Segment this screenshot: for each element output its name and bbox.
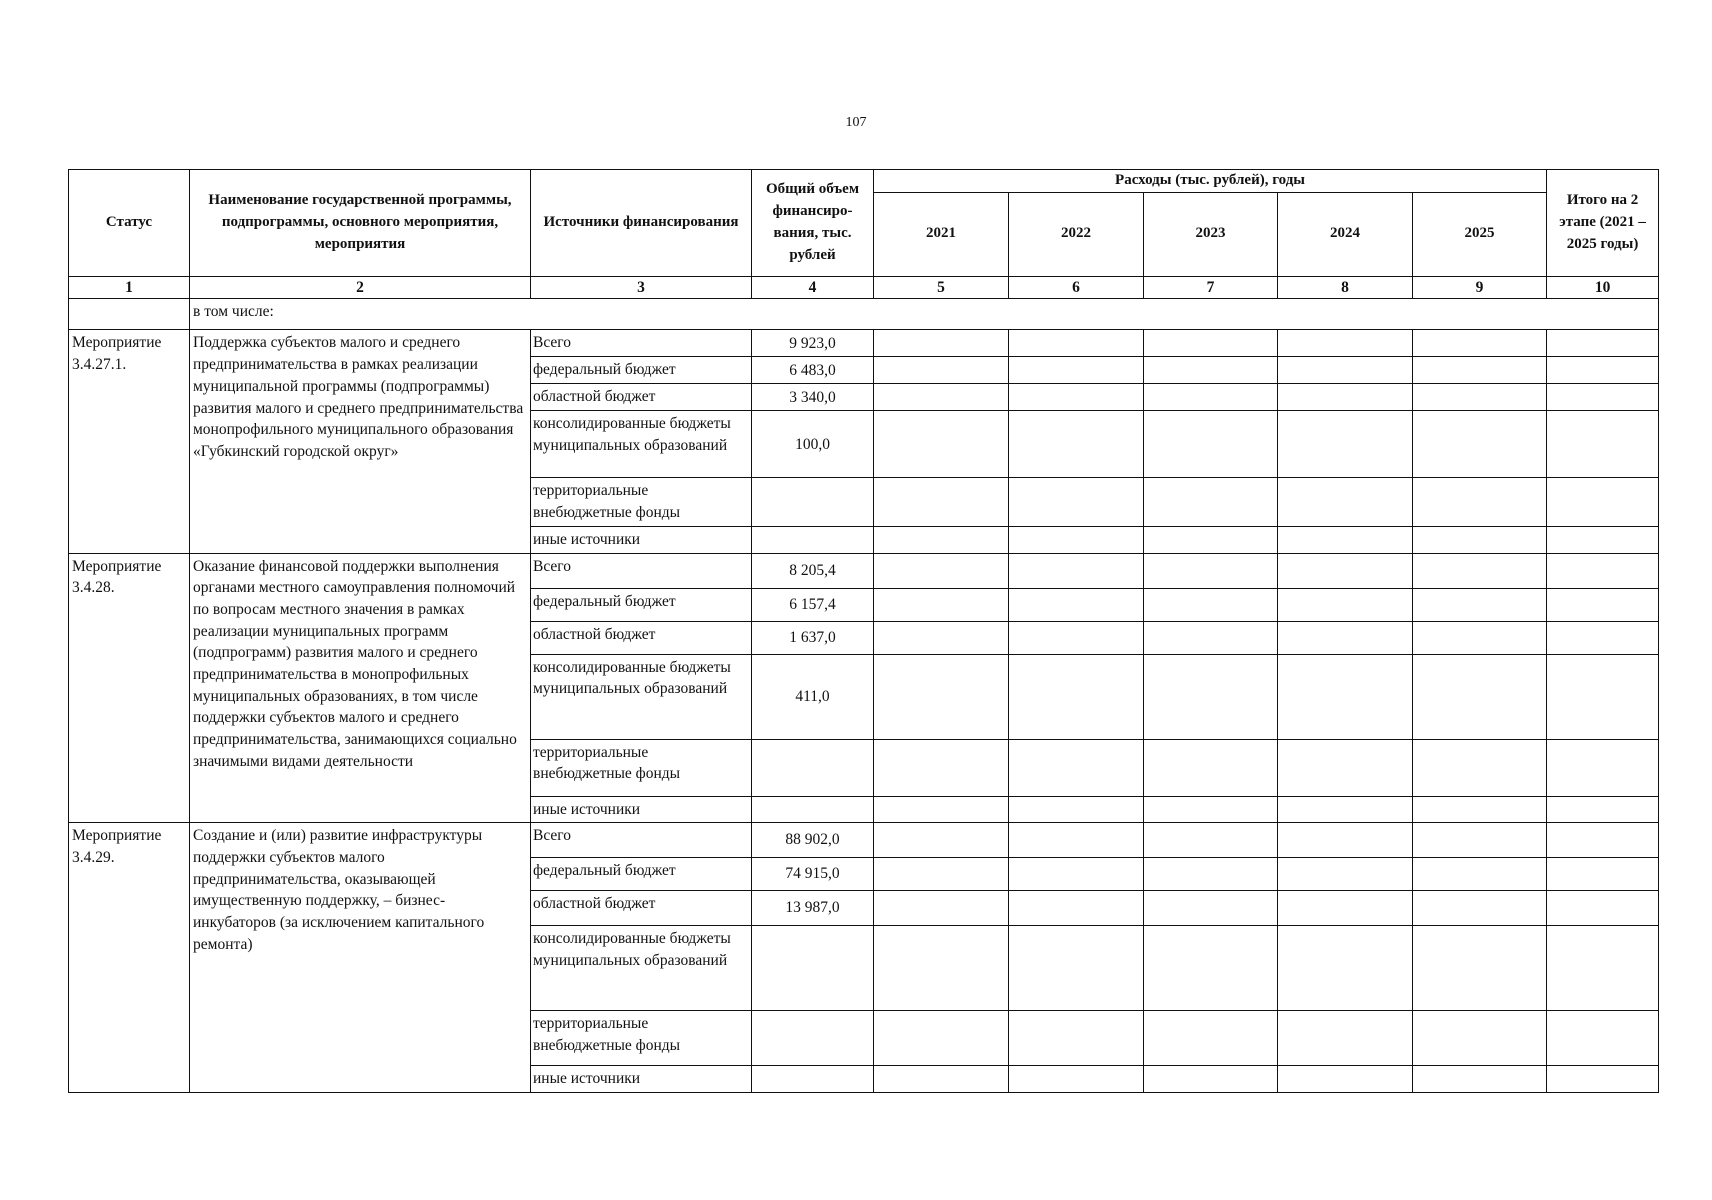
column-number: 1	[69, 276, 190, 299]
stage-total-value	[1547, 384, 1659, 411]
header-year: 2021	[874, 192, 1009, 276]
year-expense-value	[1413, 553, 1547, 588]
year-expense-value	[1413, 478, 1547, 526]
year-expense-value	[1278, 330, 1413, 357]
stage-total-value	[1547, 357, 1659, 384]
funding-source: федеральный бюджет	[531, 858, 752, 891]
funding-source: Всего	[531, 553, 752, 588]
year-expense-value	[1144, 1011, 1278, 1066]
funding-source: территориальные внебюджетные фонды	[531, 739, 752, 796]
financing-row	[69, 330, 1659, 357]
year-expense-value	[1278, 1011, 1413, 1066]
year-expense-value	[874, 926, 1009, 1011]
header-year: 2024	[1278, 192, 1413, 276]
funding-source: консолидированные бюджеты муниципальных образований	[531, 411, 752, 478]
including-label: в том числе:	[190, 299, 1659, 330]
stage-total-value	[1547, 858, 1659, 891]
total-volume-value	[752, 796, 874, 823]
year-expense-value	[874, 796, 1009, 823]
financing-table	[68, 169, 1659, 1093]
year-expense-value	[874, 330, 1009, 357]
stage-total-value	[1547, 739, 1659, 796]
total-volume-value: 100,0	[752, 411, 874, 478]
year-expense-value	[1278, 621, 1413, 654]
year-expense-value	[1278, 553, 1413, 588]
stage-total-value	[1547, 926, 1659, 1011]
column-numbers-row	[69, 276, 1659, 299]
financing-row	[69, 553, 1659, 588]
year-expense-value	[1009, 330, 1144, 357]
funding-source: Всего	[531, 823, 752, 858]
column-number: 2	[190, 276, 531, 299]
measure-name: Поддержка субъектов малого и среднего предпринимательства в рамках реализации муниципальной программы (подпрограммы) развития малого и среднего предпринимательства монопрофильного муниципального образования «Губкинский городской округ»	[190, 330, 531, 553]
year-expense-value	[874, 478, 1009, 526]
year-expense-value	[1144, 478, 1278, 526]
column-number: 9	[1413, 276, 1547, 299]
total-volume-value	[752, 926, 874, 1011]
total-volume-value	[752, 1066, 874, 1093]
year-expense-value	[1278, 823, 1413, 858]
year-expense-value	[1009, 357, 1144, 384]
total-volume-value	[752, 526, 874, 553]
year-expense-value	[874, 654, 1009, 739]
stage-total-value	[1547, 553, 1659, 588]
year-expense-value	[874, 739, 1009, 796]
funding-source: иные источники	[531, 526, 752, 553]
year-expense-value	[1278, 357, 1413, 384]
header-year: 2023	[1144, 192, 1278, 276]
total-volume-value	[752, 1011, 874, 1066]
financing-row	[69, 823, 1659, 858]
year-expense-value	[1413, 384, 1547, 411]
stage-total-value	[1547, 796, 1659, 823]
year-expense-value	[1144, 357, 1278, 384]
year-expense-value	[1009, 553, 1144, 588]
year-expense-value	[1144, 384, 1278, 411]
year-expense-value	[1144, 654, 1278, 739]
column-number: 5	[874, 276, 1009, 299]
year-expense-value	[1278, 384, 1413, 411]
year-expense-value	[874, 891, 1009, 926]
year-expense-value	[1009, 621, 1144, 654]
year-expense-value	[1144, 411, 1278, 478]
year-expense-value	[1009, 823, 1144, 858]
header-sources: Источники финансирования	[531, 170, 752, 277]
total-volume-value: 411,0	[752, 654, 874, 739]
year-expense-value	[1278, 858, 1413, 891]
funding-source: федеральный бюджет	[531, 357, 752, 384]
year-expense-value	[1009, 926, 1144, 1011]
year-expense-value	[1144, 796, 1278, 823]
year-expense-value	[1413, 411, 1547, 478]
total-volume-value: 3 340,0	[752, 384, 874, 411]
measure-name: Оказание финансовой поддержки выполнения органами местного самоуправления полномочий по вопросам местного значения в рамках реализации муниципальных программ (подпрограмм) развития малого и среднего предпринимательства в монопрофильных муниципальных образованиях, в том числе поддержки субъектов малого и среднего предпринимательства, занимающихся социально значимыми видами деятельности	[190, 553, 531, 823]
year-expense-value	[1413, 357, 1547, 384]
year-expense-value	[1413, 1011, 1547, 1066]
year-expense-value	[1009, 796, 1144, 823]
funding-source: областной бюджет	[531, 891, 752, 926]
year-expense-value	[1009, 891, 1144, 926]
header-stage-total: Итого на 2 этапе (2021 – 2025 годы)	[1547, 170, 1659, 277]
column-number: 3	[531, 276, 752, 299]
year-expense-value	[1009, 478, 1144, 526]
year-expense-value	[1278, 891, 1413, 926]
year-expense-value	[874, 588, 1009, 621]
year-expense-value	[1144, 823, 1278, 858]
total-volume-value: 74 915,0	[752, 858, 874, 891]
year-expense-value	[1009, 1011, 1144, 1066]
funding-source: консолидированные бюджеты муниципальных образований	[531, 926, 752, 1011]
page-number: 107	[845, 115, 867, 130]
funding-source: Всего	[531, 330, 752, 357]
funding-source: иные источники	[531, 796, 752, 823]
funding-source: территориальные внебюджетные фонды	[531, 478, 752, 526]
year-expense-value	[1278, 526, 1413, 553]
total-volume-value: 1 637,0	[752, 621, 874, 654]
year-expense-value	[1413, 1066, 1547, 1093]
total-volume-value: 9 923,0	[752, 330, 874, 357]
column-number: 7	[1144, 276, 1278, 299]
stage-total-value	[1547, 478, 1659, 526]
year-expense-value	[1144, 553, 1278, 588]
stage-total-value	[1547, 621, 1659, 654]
year-expense-value	[874, 411, 1009, 478]
header-expenses: Расходы (тыс. рублей), годы	[874, 170, 1547, 193]
total-volume-value: 6 157,4	[752, 588, 874, 621]
year-expense-value	[1278, 796, 1413, 823]
total-volume-value	[752, 739, 874, 796]
year-expense-value	[1413, 926, 1547, 1011]
funding-source: областной бюджет	[531, 384, 752, 411]
measure-status: Мероприятие 3.4.29.	[69, 823, 190, 1093]
year-expense-value	[1413, 588, 1547, 621]
year-expense-value	[1009, 384, 1144, 411]
year-expense-value	[874, 357, 1009, 384]
funding-source: консолидированные бюджеты муниципальных образований	[531, 654, 752, 739]
year-expense-value	[1144, 526, 1278, 553]
year-expense-value	[874, 526, 1009, 553]
year-expense-value	[1413, 858, 1547, 891]
year-expense-value	[1144, 926, 1278, 1011]
year-expense-value	[1413, 796, 1547, 823]
year-expense-value	[874, 1011, 1009, 1066]
year-expense-value	[1144, 330, 1278, 357]
stage-total-value	[1547, 411, 1659, 478]
year-expense-value	[1009, 411, 1144, 478]
column-number: 6	[1009, 276, 1144, 299]
measure-status: Мероприятие 3.4.28.	[69, 553, 190, 823]
stage-total-value	[1547, 654, 1659, 739]
measure-name: Создание и (или) развитие инфраструктуры поддержки субъектов малого предпринимательства, оказывающей имущественную поддержку, – бизнес-инкубаторов (за исключением капитального ремонта)	[190, 823, 531, 1093]
stage-total-value	[1547, 1011, 1659, 1066]
year-expense-value	[1278, 739, 1413, 796]
year-expense-value	[1009, 654, 1144, 739]
year-expense-value	[1278, 411, 1413, 478]
year-expense-value	[874, 858, 1009, 891]
including-row	[69, 299, 1659, 330]
funding-source: иные источники	[531, 1066, 752, 1093]
year-expense-value	[1144, 739, 1278, 796]
year-expense-value	[874, 384, 1009, 411]
year-expense-value	[1413, 621, 1547, 654]
stage-total-value	[1547, 823, 1659, 858]
year-expense-value	[1009, 739, 1144, 796]
year-expense-value	[1144, 621, 1278, 654]
year-expense-value	[874, 823, 1009, 858]
total-volume-value: 6 483,0	[752, 357, 874, 384]
year-expense-value	[1278, 588, 1413, 621]
total-volume-value: 8 205,4	[752, 553, 874, 588]
year-expense-value	[1144, 588, 1278, 621]
year-expense-value	[1413, 330, 1547, 357]
header-status: Статус	[69, 170, 190, 277]
funding-source: областной бюджет	[531, 621, 752, 654]
year-expense-value	[1413, 891, 1547, 926]
year-expense-value	[1413, 654, 1547, 739]
stage-total-value	[1547, 1066, 1659, 1093]
stage-total-value	[1547, 526, 1659, 553]
column-number: 10	[1547, 276, 1659, 299]
year-expense-value	[1144, 1066, 1278, 1093]
year-expense-value	[1278, 1066, 1413, 1093]
year-expense-value	[1144, 891, 1278, 926]
empty-cell	[69, 299, 190, 330]
funding-source: территориальные внебюджетные фонды	[531, 1011, 752, 1066]
year-expense-value	[1009, 526, 1144, 553]
year-expense-value	[1009, 588, 1144, 621]
total-volume-value	[752, 478, 874, 526]
total-volume-value: 13 987,0	[752, 891, 874, 926]
stage-total-value	[1547, 588, 1659, 621]
year-expense-value	[1009, 1066, 1144, 1093]
year-expense-value	[1413, 739, 1547, 796]
stage-total-value	[1547, 330, 1659, 357]
column-number: 4	[752, 276, 874, 299]
total-volume-value: 88 902,0	[752, 823, 874, 858]
year-expense-value	[1278, 654, 1413, 739]
header-name: Наименование государственной программы, подпрограммы, основного мероприятия, мероприятия	[190, 170, 531, 277]
year-expense-value	[1413, 823, 1547, 858]
header-total-volume: Общий объем финансиро-вания, тыс. рублей	[752, 170, 874, 277]
header-year: 2022	[1009, 192, 1144, 276]
year-expense-value	[874, 1066, 1009, 1093]
year-expense-value	[1413, 526, 1547, 553]
year-expense-value	[874, 621, 1009, 654]
year-expense-value	[1009, 858, 1144, 891]
stage-total-value	[1547, 891, 1659, 926]
year-expense-value	[1278, 926, 1413, 1011]
year-expense-value	[874, 553, 1009, 588]
column-number: 8	[1278, 276, 1413, 299]
year-expense-value	[1144, 858, 1278, 891]
header-year: 2025	[1413, 192, 1547, 276]
year-expense-value	[1278, 478, 1413, 526]
funding-source: федеральный бюджет	[531, 588, 752, 621]
measure-status: Мероприятие 3.4.27.1.	[69, 330, 190, 553]
